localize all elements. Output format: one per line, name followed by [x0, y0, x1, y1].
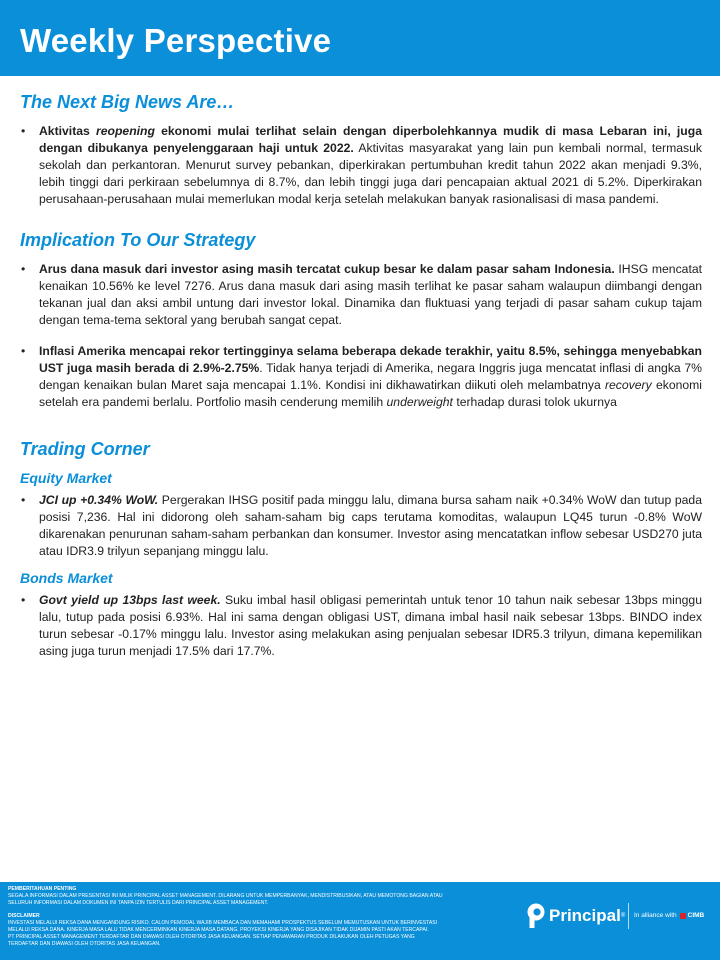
news-bold-lead: Aktivitas	[39, 124, 96, 138]
subsection-title-equity: Equity Market	[20, 470, 112, 486]
news-bold-italic: reopening	[96, 124, 155, 138]
alliance-label	[634, 912, 704, 919]
main-content	[20, 92, 702, 670]
news-bullet	[20, 123, 702, 208]
bonds-headline: Govt yield up 13bps last week.	[39, 593, 221, 607]
implication-2-italic-a: recovery	[604, 378, 652, 392]
notice-line: SEGALA INFORMASI DALAM PRESENTASI INI MILIK PRINCIPAL ASSET MANAGEMENT. DILARANG UNTUK MEMPERBANYAK, MENDISTRIBUSIKAN, ATAU MEMOTONG BAGIAN ATAU	[8, 893, 443, 899]
page-title: Weekly Perspective	[20, 22, 332, 59]
bullet-dot: •	[21, 493, 26, 507]
disclaimer-line: INVESTASI MELALUI REKSA DANA MENGANDUNG RISIKO. CALON PEMODAL WAJIB MEMBACA DAN MEMAHAMI PROSPEKTUS SEBELUM MEMUTUSKAN UNTUK BERINVESTASI	[8, 920, 438, 926]
news-text: Aktivitas masyarakat yang lain pun kembali normal, termasuk sekolah dan perkantoran. Menurut survey pebankan, diperkirakan pertumbuhan kredit tahun 2022 akan menjadi 9.3%, lebih tinggi dari perkiraan sebelumnya di 8.7%, dan lebih tinggi juga dari pencapaian aktual 2021 di 5.2%. Diperkirakan perusahaan-perusahaan mulai memerlukan modal kerja setelah melakukan banyak rasionalisasi di masa pandemi.	[39, 141, 702, 206]
equity-headline: JCI up +0.34% WoW.	[39, 493, 159, 507]
notice-line: SELURUH INFORMASI DALAM DOKUMEN INI TANPA IZIN TERTULIS DARI PRINCIPAL ASSET MANAGEMENT.	[8, 900, 269, 906]
cimb-logo-icon	[680, 913, 686, 919]
section-title-next-big-news: The Next Big News Are…	[20, 92, 235, 112]
disclaimer-line: PT PRINCIPAL ASSET MANAGEMENT TERDAFTAR DAN DIAWASI OLEH OTORITAS JASA KEUANGAN. SETIAP PENAWARAN PRODUK DILAKUKAN OLEH PETUGAS YANG	[8, 934, 415, 940]
bullet-dot: •	[21, 262, 26, 276]
implication-2-text-b: ekonomi setelah era pandemi berlalu. Portfolio masih cenderung memilih	[39, 378, 703, 409]
implication-1-text: IHSG mencatat kenaikan 10.56% ke level 7276. Arus dana masuk dari asing masih terlihat ke pasar saham walaupun diimbangi dengan tekanan jual dan aksi ambil untung dari investor lokal. Dinamika dan fluktuasi yang terjadi di pasar saham cukup tajam dengan tema-tema sektoral yang berubah sangat cepat.	[39, 262, 702, 327]
subsection-title-bonds: Bonds Market	[20, 570, 113, 586]
implication-2-text-a: . Tidak hanya terjadi di Amerika, negara Inggris juga mencatat inflasi di angka 7% dengan kenaikan bulan Maret saja mencapai 1.1%. Kondisi ini dikhawatirkan diikuti oleh melambatnya	[39, 361, 703, 392]
disclaimer-line: TERDAFTAR DAN DIAWASI OLEH OTORITAS JASA KEUANGAN.	[8, 941, 161, 947]
alliance-text: In alliance with	[634, 912, 677, 919]
footer-divider	[628, 903, 629, 929]
disclaimer-line: MELALUI REKSA DANA. KINERJA MASA LALU TIDAK MENCERMINKAN KINERJA MASA DATANG. PROYEKSI KINERJA YANG DISAJIKAN TIDAK DIJAMIN PASTI AKAN TERCAPAI.	[8, 927, 429, 933]
implication-bullet-1	[20, 261, 702, 329]
bonds-bullet	[20, 592, 702, 660]
equity-bullet	[20, 492, 702, 560]
page-footer	[0, 882, 720, 960]
news-bold-rest: ekonomi mulai terlihat selain dengan diperbolehkannya mudik di masa Lebaran ini, juga dengan dibukanya penyelenggaraan haji untuk 2022.	[39, 124, 702, 155]
implication-2-italic-b: underweight	[386, 395, 453, 409]
bullet-dot: •	[21, 593, 26, 607]
bonds-text: Suku imbal hasil obligasi pemerintah untuk tenor 10 tahun naik sebesar 13bps minggu lalu, tutup pada posisi 6.93%. Hal ini sama dengan obligasi UST, dimana imbal hasil naik sebesar 13bps. BINDO index turun sebesar -0.17% minggu lalu. Investor asing melakukan asing penjualan sebesar IDR5.3 trilyun, dimana kepemilikan asing juga turun menjadi 17.5% dari 17.7%.	[39, 593, 702, 658]
registered-mark: ®	[620, 913, 626, 919]
principal-mark-icon	[526, 903, 546, 929]
disclaimer-heading: DISCLAIMER	[8, 913, 40, 919]
cimb-text: CIMB	[687, 912, 705, 919]
implication-bullet-2	[20, 343, 702, 411]
implication-1-bold: Arus dana masuk dari investor asing masih tercatat cukup besar ke dalam pasar saham Indonesia.	[39, 262, 615, 276]
page-header	[0, 0, 720, 76]
footer-legal-text	[8, 886, 513, 948]
principal-logo	[526, 903, 625, 929]
notice-heading: PEMBERITAHUAN PENTING	[8, 886, 77, 892]
section-title-implication: Implication To Our Strategy	[20, 230, 256, 250]
section-title-trading-corner: Trading Corner	[20, 439, 150, 459]
implication-2-bold: Inflasi Amerika mencapai rekor tertingginya selama beberapa dekade terakhir, yaitu 8.5%, sehingga menyebabkan UST juga masih berada di 2.9%-2.75%	[39, 344, 702, 375]
bullet-dot: •	[21, 344, 26, 358]
principal-logo-text: Principal	[549, 906, 621, 925]
implication-2-text-c: terhadap durasi tolok ukurnya	[452, 395, 617, 409]
bullet-dot: •	[21, 124, 26, 138]
equity-text: Pergerakan IHSG positif pada minggu lalu, dimana bursa saham naik +0.34% WoW dan tutup pada posisi 7,236. Hal ini didorong oleh saham-saham big caps terutama komoditas, walaupun LQ45 turun -0.8% WoW dikarenakan penurunan saham-saham perbankan dan konsumer. Investor asing mencatatkan inflow sebesar USD270 juta atau IDR3.9 trilyun sepanjang minggu lalu.	[39, 493, 702, 558]
